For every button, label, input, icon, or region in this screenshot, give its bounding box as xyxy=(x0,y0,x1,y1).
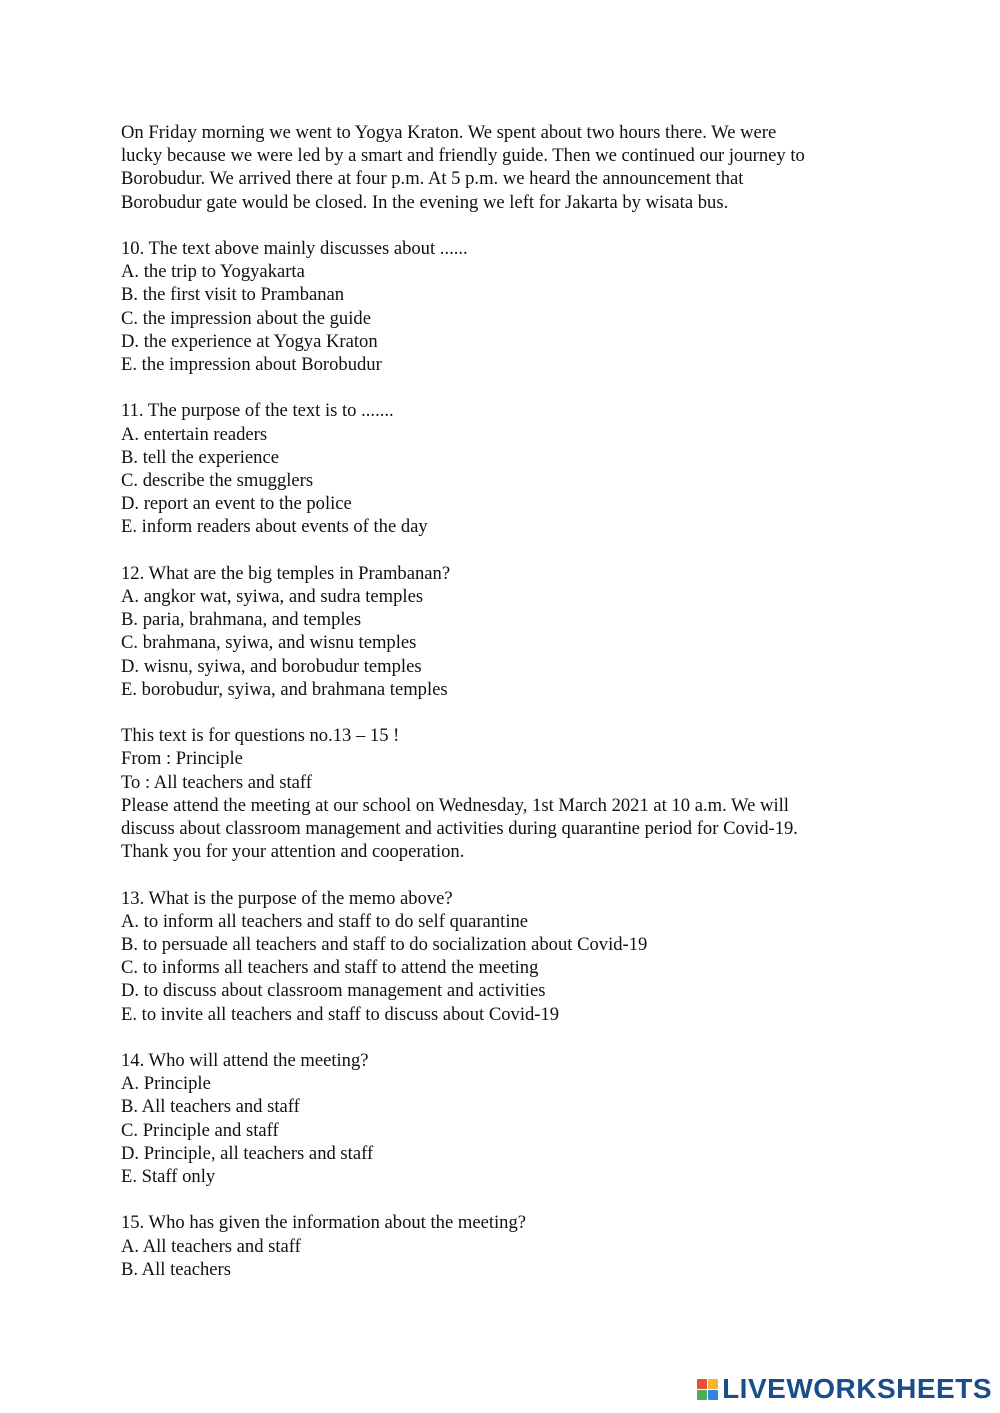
worksheet-page xyxy=(121,121,881,1281)
question-text: 13. What is the purpose of the memo above? xyxy=(121,887,453,909)
logo-square xyxy=(697,1390,707,1400)
option-c: C. to informs all teachers and staff to attend the meeting xyxy=(121,957,539,979)
option-c: C. the impression about the guide xyxy=(121,307,371,329)
question-12 xyxy=(121,562,881,701)
logo-square xyxy=(697,1379,707,1389)
option-b: B. to persuade all teachers and staff to do socialization about Covid-19 xyxy=(121,934,648,956)
option-d: D. wisnu, syiwa, and borobudur temples xyxy=(121,655,422,677)
paragraph-line: Borobudur. We arrived there at four p.m. At 5 p.m. we heard the announcement that xyxy=(121,168,744,190)
liveworksheets-logo xyxy=(697,1373,992,1405)
option-a: A. entertain readers xyxy=(121,423,268,445)
option-a: A. Principle xyxy=(121,1073,211,1095)
question-14 xyxy=(121,1049,881,1188)
option-e: E. the impression about Borobudur xyxy=(121,354,382,376)
memo-body-line: discuss about classroom management and activities during quarantine period for Covid-19. xyxy=(121,818,798,840)
option-d: D. report an event to the police xyxy=(121,493,352,515)
question-text: 14. Who will attend the meeting? xyxy=(121,1050,369,1072)
option-b: B. All teachers and staff xyxy=(121,1096,300,1118)
logo-square xyxy=(708,1379,718,1389)
option-c: C. brahmana, syiwa, and wisnu temples xyxy=(121,632,417,654)
option-a: A. to inform all teachers and staff to do self quarantine xyxy=(121,910,529,932)
memo-text xyxy=(121,724,881,863)
question-10 xyxy=(121,237,881,376)
option-a: A. the trip to Yogyakarta xyxy=(121,261,305,283)
liveworksheets-logo-icon xyxy=(697,1379,718,1400)
paragraph-line: lucky because we were led by a smart and friendly guide. Then we continued our journey to xyxy=(121,145,805,167)
option-e: E. Staff only xyxy=(121,1166,216,1188)
option-c: C. Principle and staff xyxy=(121,1119,279,1141)
memo-body-line: Thank you for your attention and cooperation. xyxy=(121,841,465,863)
logo-text: LIVEWORKSHEETS xyxy=(722,1373,992,1404)
option-d: D. to discuss about classroom management and activities xyxy=(121,980,546,1002)
option-b: B. All teachers xyxy=(121,1258,231,1280)
logo-square xyxy=(708,1390,718,1400)
memo-body-line: Please attend the meeting at our school on Wednesday, 1st March 2021 at 10 a.m. We will xyxy=(121,794,789,816)
option-a: A. All teachers and staff xyxy=(121,1235,301,1257)
paragraph-line: On Friday morning we went to Yogya Kraton. We spent about two hours there. We were xyxy=(121,122,777,143)
option-e: E. inform readers about events of the day xyxy=(121,516,428,538)
intro-paragraph xyxy=(121,121,881,214)
question-text: 11. The purpose of the text is to ....... xyxy=(121,400,394,422)
option-e: E. to invite all teachers and staff to discuss about Covid-19 xyxy=(121,1003,560,1025)
question-15 xyxy=(121,1211,881,1281)
memo-intro: This text is for questions no.13 – 15 ! xyxy=(121,725,400,747)
question-text: 15. Who has given the information about the meeting? xyxy=(121,1212,527,1234)
question-11 xyxy=(121,399,881,538)
option-c: C. describe the smugglers xyxy=(121,470,314,492)
question-text: 10. The text above mainly discusses about ...... xyxy=(121,238,468,259)
option-b: B. tell the experience xyxy=(121,446,279,468)
option-e: E. borobudur, syiwa, and brahmana temples xyxy=(121,678,448,700)
option-b: B. paria, brahmana, and temples xyxy=(121,609,362,631)
memo-to: To : All teachers and staff xyxy=(121,771,312,793)
option-b: B. the first visit to Prambanan xyxy=(121,284,345,306)
question-text: 12. What are the big temples in Prambanan? xyxy=(121,562,451,584)
memo-from: From : Principle xyxy=(121,748,243,770)
option-d: D. Principle, all teachers and staff xyxy=(121,1142,374,1164)
option-d: D. the experience at Yogya Kraton xyxy=(121,330,378,352)
question-13 xyxy=(121,887,881,1026)
paragraph-line: Borobudur gate would be closed. In the evening we left for Jakarta by wisata bus. xyxy=(121,191,729,213)
option-a: A. angkor wat, syiwa, and sudra temples xyxy=(121,586,424,608)
